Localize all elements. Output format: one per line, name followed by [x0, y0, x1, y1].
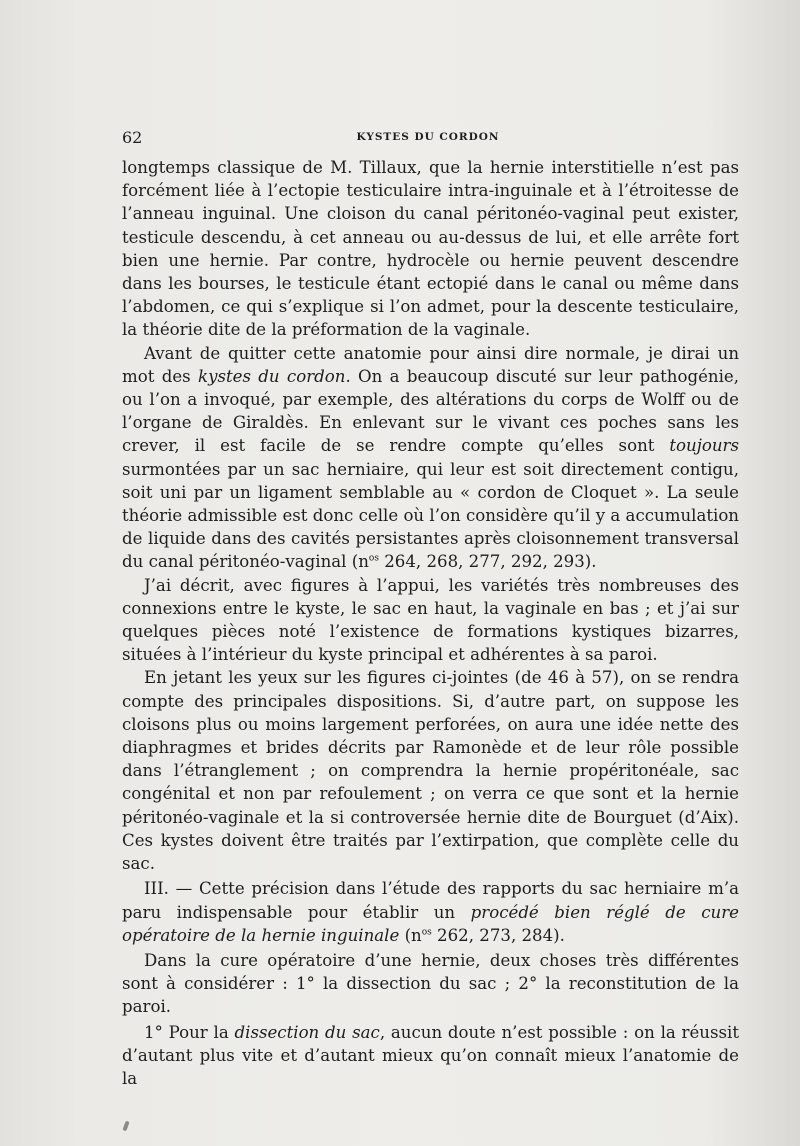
- toujours-emphasis: toujours: [669, 436, 739, 456]
- running-title: KYSTES DU CORDON: [356, 131, 500, 143]
- paragraph-3: J’ai décrit, avec figures à l’appui, les variétés très nombreuses des connexions entre le kyste, le sac en haut, la vaginale en bas ; et j’ai sur quelques pièces noté l’existence de formations kystiques bizarres, situées à l’intérieur du kyste principal et adhérentes à sa paroi.: [122, 575, 739, 665]
- paragraph-1: longtemps classique de M. Tillaux, que la hernie interstitielle n’est pas forcément liée à l’ectopie testiculaire intra-inguinale et à l’étroitesse de l’anneau inguinal. Une cloison du canal péritonéo-vaginal peut exister, testicule descendu, à cet anneau ou au-dessus de lui, et elle arrête fort bien une hernie. Par contre, hydrocèle ou hernie peuvent descendre dans les bourses, le testicule étant ectopié dans le canal ou même dans l’abdomen, ce qui s’explique si l’on admet, pour la descente testiculaire, la théorie dite de la préformation de la vaginale.: [122, 158, 739, 340]
- paragraph-5: III. — Cette précision dans l’étude des rapports du sac herniaire m’a paru indispensable pour établir un procédé bien réglé de cure opératoire de la hernie inguinale ($n^{os}$ 262, 273, 284).: [122, 879, 739, 945]
- paragraph-6: Dans la cure opératoire d’une hernie, deux choses très différentes sont à considérer : 1° la dissection du sac ; 2° la reconstitution de la paroi.: [122, 950, 739, 1017]
- paragraph-7: 1° Pour la dissection du sac, aucun doute n’est possible : on la réussit d’autant plus vite et d’autant mieux qu’on connaît mieux l’anatomie de la: [122, 1022, 739, 1088]
- page-number: 62: [122, 128, 143, 147]
- dissection-emphasis: dissection du sac: [234, 1022, 380, 1042]
- procede-emphasis: procédé bien réglé de cure opératoire de la hernie inguinale: [122, 902, 739, 945]
- paragraph-2: Avant de quitter cette anatomie pour ainsi dire normale, je dirai un mot des kystes du cordon. On a beaucoup discuté sur leur pathogénie, ou l’on a invoqué, par exemple, des altérations du corps de Wolff ou de l’organe de Giraldès. En enlevant sur le vivant ces poches sans les crever, il est facile de se rendre compte qu’elles sont toujours surmontées par un sac herniaire, qui leur est soit directement contigu, soit uni par un ligament semblable au « cordon de Cloquet ». La seule théorie admissible est donc celle où l’on considère qu’il y a accumulation de liquide dans des cavités persistantes après cloisonnement transversal du canal péritonéo-vaginal ($n^{os}$ 264, 268, 277, 292, 293).: [122, 343, 740, 572]
- body-text: [122, 156, 739, 1090]
- running-head: [122, 128, 734, 148]
- paragraph-4: En jetant les yeux sur les figures ci-jointes (de 46 à 57), on se rendra compte des principales dispositions. Si, d’autre part, on suppose les cloisons plus ou moins largement perforées, on aura une idée nette des diaphragmes et brides décrits par Ramonède et de leur rôle possible dans l’étranglement ; on comprendra la hernie propéritonéale, sac congénital et non par refoulement ; on verra ce que sont et la hernie péritonéo-vaginale et la si controversée hernie dite de Bourguet (d’Aix). Ces kystes doivent être traités par l’extirpation, que complète celle du sac.: [122, 668, 739, 874]
- kystes-du-cordon-emphasis: kystes du cordon: [198, 366, 346, 386]
- ink-mark: [122, 1121, 129, 1132]
